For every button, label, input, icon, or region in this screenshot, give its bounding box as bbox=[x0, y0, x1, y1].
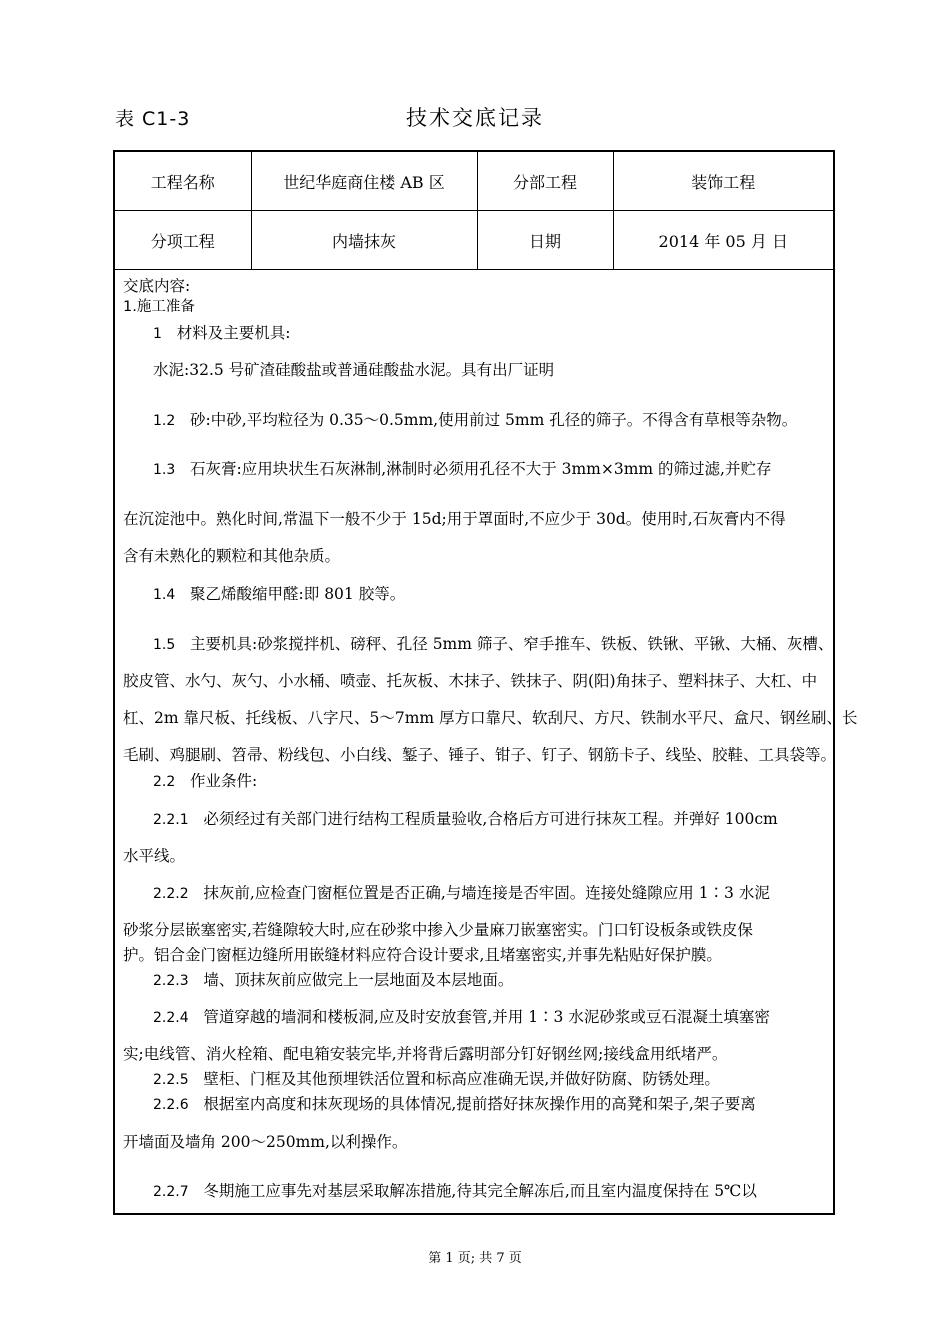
item-2-2-4-line-1 bbox=[153, 1005, 770, 1027]
item-2-2-6-text-1: 根据室内高度和抹灰现场的具体情况,提前搭好抹灰操作用的高凳和架子,架子要离 bbox=[203, 1095, 756, 1113]
item-1-2 bbox=[153, 408, 797, 430]
item-2-2-3-text: 墙、顶抹灰前应做完上一层地面及本层地面。 bbox=[203, 971, 514, 989]
item-1-5-line-3: 杠、2m 靠尺板、托线板、八字尺、5～7mm 厚方口靠尺、软刮尺、方尺、铁制水平尺、盒尺、钢丝刷、长 bbox=[123, 709, 858, 727]
item-2-2-4-number: 2.2.4 bbox=[153, 1010, 189, 1026]
division-value: 装饰工程 bbox=[613, 152, 833, 211]
item-1-3-number: 1.3 bbox=[153, 462, 176, 478]
item-1-3-line-1 bbox=[153, 457, 771, 479]
item-2-2-number: 2.2 bbox=[153, 774, 176, 790]
item-2-2-2-line-2: 砂浆分层嵌塞密实,若缝隙较大时,应在砂浆中掺入少量麻刀嵌塞密实。门口钉设板条或铁皮保 bbox=[123, 921, 753, 939]
project-name-label: 工程名称 bbox=[115, 152, 251, 211]
item-2-2-1-number: 2.2.1 bbox=[153, 812, 189, 828]
item-2-2-1-text-1: 必须经过有关部门进行结构工程质量验收,合格后方可进行抹灰工程。并弹好 100cm bbox=[203, 810, 778, 828]
item-2-2-2-text-1: 抹灰前,应检查门窗框位置是否正确,与墙连接是否牢固。连接处缝隙应用 1∶3 水泥 bbox=[203, 884, 770, 902]
item-1-5-number: 1.5 bbox=[153, 637, 176, 653]
item-2-2-4-line-2: 实;电线管、消火栓箱、配电箱安装完毕,并将背后露明部分钉好钢丝网;接线盒用纸堵严。 bbox=[123, 1045, 728, 1063]
item-2-2-6-number: 2.2.6 bbox=[153, 1097, 189, 1113]
item-2-2-3 bbox=[153, 968, 513, 990]
page-footer: 第 1 页; 共 7 页 bbox=[428, 1251, 522, 1266]
item-2-2-6-line-2: 开墙面及墙角 200～250mm,以利操作。 bbox=[123, 1133, 408, 1151]
item-1-5-line-4: 毛刷、鸡腿刷、笤帚、粉线包、小白线、錾子、锤子、钳子、钉子、钢筋卡子、线坠、胶鞋、工具袋等。 bbox=[123, 746, 837, 764]
info-row-1 bbox=[115, 152, 833, 211]
subdivision-label: 分项工程 bbox=[115, 211, 251, 270]
item-2-2-7-text-1: 冬期施工应事先对基层采取解冻措施,待其完全解冻后,而且室内温度保持在 5℃以 bbox=[203, 1182, 757, 1200]
item-1-3-line-2: 在沉淀池中。熟化时间,常温下一般不少于 15d;用于罩面时,不应少于 30d。使用时,石灰膏内不得 bbox=[123, 510, 786, 528]
item-2-2 bbox=[153, 769, 257, 791]
record-frame bbox=[113, 150, 858, 1215]
date-label: 日期 bbox=[477, 211, 613, 270]
subdivision-value: 内墙抹灰 bbox=[251, 211, 477, 270]
item-1-text: 材料及主要机具: bbox=[176, 324, 291, 342]
item-2-2-3-number: 2.2.3 bbox=[153, 973, 189, 989]
info-table bbox=[115, 152, 833, 270]
item-2-2-5-number: 2.2.5 bbox=[153, 1072, 189, 1088]
item-1-4 bbox=[153, 582, 405, 604]
item-2-2-2-line-1 bbox=[153, 881, 770, 903]
item-1-number: 1 bbox=[153, 326, 162, 342]
project-name-value: 世纪华庭商住楼 AB 区 bbox=[251, 152, 477, 211]
item-2-2-2-number: 2.2.2 bbox=[153, 886, 189, 902]
item-2-2-5-text: 壁柜、门框及其他预埋铁活位置和标高应准确无误,并做好防腐、防锈处理。 bbox=[203, 1070, 720, 1088]
document-title: 技术交底记录 bbox=[406, 106, 544, 130]
item-2-2-7-number: 2.2.7 bbox=[153, 1184, 189, 1200]
item-1-2-text: 砂:中砂,平均粒径为 0.35～0.5mm,使用前过 5mm 孔径的筛子。不得含有草根等杂物。 bbox=[190, 411, 798, 429]
item-2-2-1-line-2: 水平线。 bbox=[123, 847, 186, 865]
content-heading: 交底内容: bbox=[123, 277, 191, 295]
item-2-2-1-line-1 bbox=[153, 807, 778, 829]
item-1-5-text-1: 主要机具:砂浆搅拌机、磅秤、孔径 5mm 筛子、窄手推车、铁板、铁锹、平锹、大桶、灰槽、 bbox=[190, 635, 834, 653]
info-row-2 bbox=[115, 211, 833, 270]
item-2-2-4-text-1: 管道穿越的墙洞和楼板洞,应及时安放套管,并用 1∶3 水泥砂浆或豆石混凝土填塞密 bbox=[203, 1008, 770, 1026]
item-2-2-2-line-3: 护。铝合金门窗框边缝所用嵌缝材料应符合设计要求,且堵塞密实,并事先粘贴好保护膜。 bbox=[123, 946, 722, 964]
item-2-2-7-line-1 bbox=[153, 1179, 757, 1201]
form-code: 表 C1-3 bbox=[115, 108, 191, 130]
item-2-2-5 bbox=[153, 1067, 720, 1089]
cement-line: 水泥:32.5 号矿渣硅酸盐或普通硅酸盐水泥。具有出厂证明 bbox=[153, 361, 555, 379]
section-1-title: 1.施工准备 bbox=[123, 299, 195, 315]
item-1-4-text: 聚乙烯酸缩甲醛:即 801 胶等。 bbox=[190, 585, 406, 603]
division-label: 分部工程 bbox=[477, 152, 613, 211]
item-1-4-number: 1.4 bbox=[153, 587, 176, 603]
item-1-3-text-1: 石灰膏:应用块状生石灰淋制,淋制时必须用孔径不大于 3mm×3mm 的筛过滤,并贮存 bbox=[190, 460, 772, 478]
item-2-2-6-line-1 bbox=[153, 1092, 756, 1114]
item-2-2-text: 作业条件: bbox=[190, 772, 258, 790]
item-1-5-line-1 bbox=[153, 632, 833, 654]
item-1-3-line-3: 含有未熟化的颗粒和其他杂质。 bbox=[123, 547, 341, 565]
item-1-5-line-2: 胶皮管、水勺、灰勺、小水桶、喷壶、托灰板、木抹子、铁抹子、阴(阳)角抹子、塑料抹子、大杠、中 bbox=[123, 672, 818, 690]
date-value: 2014 年 05 月 日 bbox=[613, 211, 833, 270]
item-1 bbox=[153, 321, 290, 343]
item-1-2-number: 1.2 bbox=[153, 413, 176, 429]
